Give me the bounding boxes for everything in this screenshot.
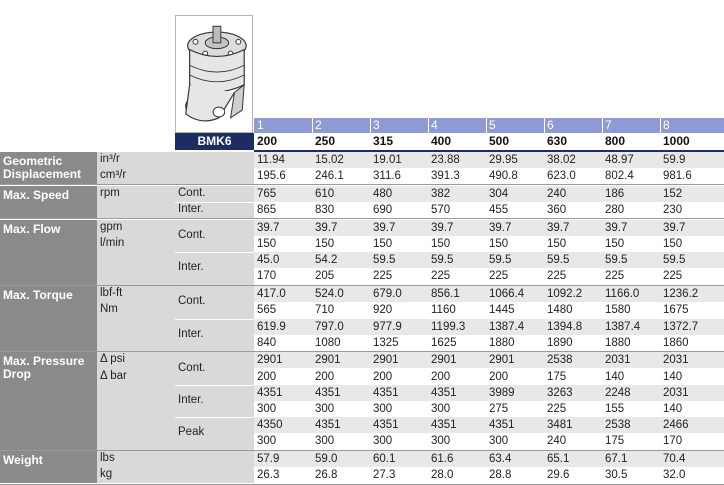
table-cell: 360 (547, 204, 567, 217)
table-cell: 920 (373, 304, 393, 317)
table-cell: 4351 (373, 419, 399, 432)
table-cell: 4351 (315, 419, 341, 432)
table-cell: 39.7 (663, 221, 686, 234)
table-cell: 710 (315, 304, 335, 317)
table-cell: 1675 (663, 304, 689, 317)
unit-label: l/min (100, 237, 125, 249)
table-cell: 1199.3 (431, 320, 466, 333)
table-cell: 4351 (489, 419, 515, 432)
table-cell: 977.9 (373, 320, 402, 333)
table-cell: 70.4 (663, 453, 686, 466)
table-cell: 1580 (605, 304, 631, 317)
table-cell: 1325 (373, 336, 399, 349)
table-cell: 150 (257, 238, 277, 250)
section-divider (0, 484, 724, 485)
table-cell: 59.5 (489, 254, 512, 267)
table-cell: 150 (547, 238, 567, 250)
table-cell: 4351 (431, 386, 457, 399)
table-cell: 59.5 (373, 254, 396, 267)
hydraulic-motor-icon (176, 16, 252, 132)
table-cell: 29.95 (489, 154, 518, 166)
table-cell: 200 (489, 370, 509, 383)
table-cell: 38.02 (547, 154, 576, 166)
mode-label: Cont. (178, 361, 206, 374)
table-cell: 200 (315, 370, 335, 383)
table-cell: 690 (373, 204, 393, 217)
table-cell: 1066.4 (489, 288, 525, 301)
table-cell: 39.7 (315, 221, 338, 234)
unit-label: lbs (100, 452, 115, 465)
table-cell: 1160 (431, 304, 456, 317)
table-cell: 524.0 (315, 288, 344, 301)
column-index-2: 2 (312, 118, 370, 133)
table-cell: 175 (605, 435, 625, 448)
table-cell: 2466 (663, 419, 689, 432)
table-cell: 57.9 (257, 453, 280, 466)
table-cell: 1166.0 (605, 288, 640, 301)
table-cell: 54.2 (315, 254, 338, 267)
table-cell: 2901 (257, 354, 283, 367)
table-cell: 39.7 (547, 221, 570, 234)
header-separator (312, 118, 313, 133)
unit-label: cm³/r (100, 169, 127, 182)
unit-label: Nm (100, 303, 118, 316)
header-separator (660, 118, 661, 133)
header-separator (544, 118, 545, 133)
table-cell: 67.1 (605, 453, 628, 466)
column-index-1: 1 (254, 118, 312, 133)
table-cell: 300 (431, 403, 451, 415)
table-cell: 39.7 (257, 221, 280, 234)
column-displacement-5: 500 (489, 134, 510, 148)
table-cell: 4351 (315, 386, 341, 399)
table-cell: 865 (257, 204, 277, 217)
section-name: Max. Flow (0, 220, 97, 285)
table-cell: 3481 (547, 419, 573, 432)
column-index-6: 6 (544, 118, 602, 133)
table-cell: 150 (489, 238, 509, 250)
table-cell: 570 (431, 204, 451, 217)
header-separator (602, 118, 603, 133)
table-cell: 155 (605, 403, 625, 415)
column-displacement-4: 400 (431, 134, 452, 148)
table-cell: 200 (431, 370, 451, 383)
table-cell: 1394.8 (547, 320, 583, 333)
table-cell: 39.7 (431, 221, 454, 234)
table-cell: 856.1 (431, 288, 460, 301)
table-cell: 311.6 (373, 170, 401, 183)
table-cell: 170 (257, 270, 277, 283)
table-cell: 830 (315, 204, 335, 217)
table-cell: 981.6 (663, 170, 692, 183)
table-cell: 150 (431, 238, 451, 250)
table-cell: 59.9 (663, 154, 686, 166)
table-cell: 2031 (663, 354, 689, 367)
table-cell: 240 (547, 435, 567, 448)
table-cell: 300 (431, 435, 451, 448)
table-cell: 4351 (257, 386, 283, 399)
table-cell: 65.1 (547, 453, 570, 466)
table-cell: 152 (663, 187, 683, 200)
table-cell: 59.0 (315, 453, 338, 466)
table-cell: 490.8 (489, 170, 518, 183)
table-cell: 246.1 (315, 170, 344, 183)
table-cell: 205 (315, 270, 335, 283)
table-cell: 480 (373, 187, 393, 200)
table-cell: 39.7 (605, 221, 628, 234)
header-separator (486, 118, 487, 133)
table-cell: 619.9 (257, 320, 286, 333)
table-cell: 19.01 (373, 154, 402, 166)
table-cell: 797.0 (315, 320, 344, 333)
table-cell: 765 (257, 187, 277, 200)
table-cell: 2901 (489, 354, 515, 367)
table-cell: 565 (257, 304, 277, 317)
column-index-8: 8 (660, 118, 724, 133)
table-cell: 225 (489, 270, 509, 283)
table-cell: 150 (663, 238, 683, 250)
table-cell: 60.1 (373, 453, 396, 466)
table-cell: 1372.7 (663, 320, 699, 333)
table-cell: 1387.4 (489, 320, 525, 333)
unit-label: Δ bar (100, 369, 127, 382)
table-cell: 623.0 (547, 170, 576, 183)
table-cell: 1387.4 (605, 320, 641, 333)
section-name: Weight (0, 451, 97, 483)
table-cell: 1880 (605, 336, 631, 349)
table-cell: 455 (489, 204, 509, 217)
table-cell: 4351 (373, 386, 399, 399)
table-cell: 59.5 (431, 254, 454, 267)
table-cell: 679.0 (373, 288, 402, 301)
table-cell: 59.5 (663, 254, 686, 267)
table-cell: 300 (315, 435, 335, 448)
table-cell: 225 (373, 270, 393, 283)
table-cell: 1080 (315, 336, 341, 349)
header-separator (370, 118, 371, 133)
table-cell: 3263 (547, 386, 573, 399)
table-cell: 150 (315, 238, 335, 250)
table-cell: 61.6 (431, 453, 454, 466)
table-cell: 27.3 (373, 469, 396, 482)
table-cell: 1625 (431, 336, 457, 349)
unit-label: in³/r (100, 153, 120, 165)
table-cell: 225 (605, 270, 625, 283)
section-name: Max. Torque (0, 286, 97, 351)
table-cell: 275 (489, 403, 509, 415)
unit-label: Δ psi (100, 353, 125, 366)
table-cell: 11.94 (257, 154, 285, 166)
table-cell: 391.3 (431, 170, 460, 183)
table-cell: 230 (663, 204, 683, 217)
table-cell: 300 (315, 403, 335, 415)
column-index-3: 3 (370, 118, 428, 133)
table-cell: 1236.2 (663, 288, 699, 301)
column-displacement-7: 800 (605, 134, 626, 148)
table-cell: 304 (489, 187, 509, 200)
table-cell: 59.5 (547, 254, 570, 267)
table-cell: 150 (605, 238, 625, 250)
table-cell: 2901 (315, 354, 341, 367)
mode-label: Inter. (178, 393, 204, 406)
table-cell: 200 (257, 370, 277, 383)
table-cell: 48.97 (605, 154, 634, 166)
unit-label: lbf-ft (100, 287, 123, 300)
table-cell: 140 (605, 370, 625, 383)
table-cell: 610 (315, 187, 335, 200)
table-cell: 26.8 (315, 469, 338, 482)
table-cell: 1480 (547, 304, 573, 317)
table-cell: 200 (373, 370, 393, 383)
table-cell: 300 (257, 435, 277, 448)
unit-label: rpm (100, 186, 120, 199)
mode-label: Cont. (178, 186, 206, 199)
table-cell: 225 (547, 403, 567, 415)
table-cell: 4350 (257, 419, 283, 432)
table-cell: 1092.2 (547, 288, 583, 301)
model-name: BMK6 (175, 133, 254, 150)
table-cell: 1445 (489, 304, 515, 317)
table-cell: 26.3 (257, 469, 280, 482)
table-cell: 802.4 (605, 170, 634, 183)
table-cell: 23.88 (431, 154, 460, 166)
table-cell: 3989 (489, 386, 515, 399)
table-cell: 300 (373, 403, 393, 415)
mode-label: Cont. (178, 295, 206, 308)
column-index-7: 7 (602, 118, 660, 133)
table-cell: 29.6 (547, 469, 570, 482)
table-cell: 63.4 (489, 453, 512, 466)
table-cell: 300 (373, 435, 393, 448)
table-cell: 240 (547, 187, 567, 200)
mode-column (175, 152, 254, 184)
table-cell: 30.5 (605, 469, 628, 482)
table-cell: 32.0 (663, 469, 686, 482)
table-cell: 4351 (431, 419, 457, 432)
table-cell: 1860 (663, 336, 689, 349)
mode-label: Inter. (178, 327, 204, 340)
table-cell: 140 (663, 370, 683, 383)
column-index-5: 5 (486, 118, 544, 133)
table-cell: 175 (547, 370, 567, 383)
table-cell: 2901 (431, 354, 457, 367)
table-cell: 225 (547, 270, 567, 283)
mode-label: Peak (178, 426, 205, 439)
column-displacement-2: 250 (315, 134, 336, 148)
table-cell: 59.5 (605, 254, 628, 267)
table-cell: 1890 (547, 336, 573, 349)
table-cell: 39.7 (489, 221, 512, 234)
table-cell: 28.8 (489, 469, 512, 482)
table-cell: 39.7 (373, 221, 396, 234)
table-cell: 382 (431, 187, 451, 200)
column-displacement-6: 630 (547, 134, 568, 148)
table-cell: 2901 (373, 354, 399, 367)
table-cell: 840 (257, 336, 277, 349)
table-cell: 300 (489, 435, 509, 448)
table-cell: 2538 (547, 354, 573, 367)
table-cell: 195.6 (257, 170, 286, 183)
table-cell: 15.02 (315, 154, 344, 166)
table-cell: 225 (663, 270, 683, 283)
table-cell: 28.0 (431, 469, 454, 482)
column-index-4: 4 (428, 118, 486, 133)
mode-label: Cont. (178, 228, 206, 241)
unit-label: kg (100, 468, 113, 481)
section-name: Geometric Displacement (0, 152, 97, 184)
table-cell: 170 (663, 435, 683, 448)
table-cell: 300 (257, 403, 277, 415)
header-separator (428, 118, 429, 133)
column-displacement-1: 200 (257, 134, 278, 148)
table-cell: 417.0 (257, 288, 286, 301)
unit-label: gpm (100, 220, 123, 233)
table-cell: 225 (431, 270, 451, 283)
mode-label: Inter. (178, 203, 204, 216)
table-cell: 2031 (605, 354, 631, 367)
table-cell: 2248 (605, 386, 631, 399)
table-cell: 1880 (489, 336, 515, 349)
column-displacement-8: 1000 (663, 134, 690, 148)
table-cell: 150 (373, 238, 393, 250)
mode-label: Inter. (178, 261, 204, 274)
table-cell: 140 (663, 403, 683, 415)
column-displacement-3: 315 (373, 134, 394, 148)
section-name: Max. Pressure Drop (0, 352, 97, 449)
table-cell: 186 (605, 187, 625, 200)
table-cell: 45.0 (257, 254, 280, 267)
product-image (175, 15, 253, 133)
table-cell: 2031 (663, 386, 689, 399)
section-name: Max. Speed (0, 186, 97, 218)
table-cell: 2538 (605, 419, 631, 432)
table-cell: 280 (605, 204, 625, 217)
